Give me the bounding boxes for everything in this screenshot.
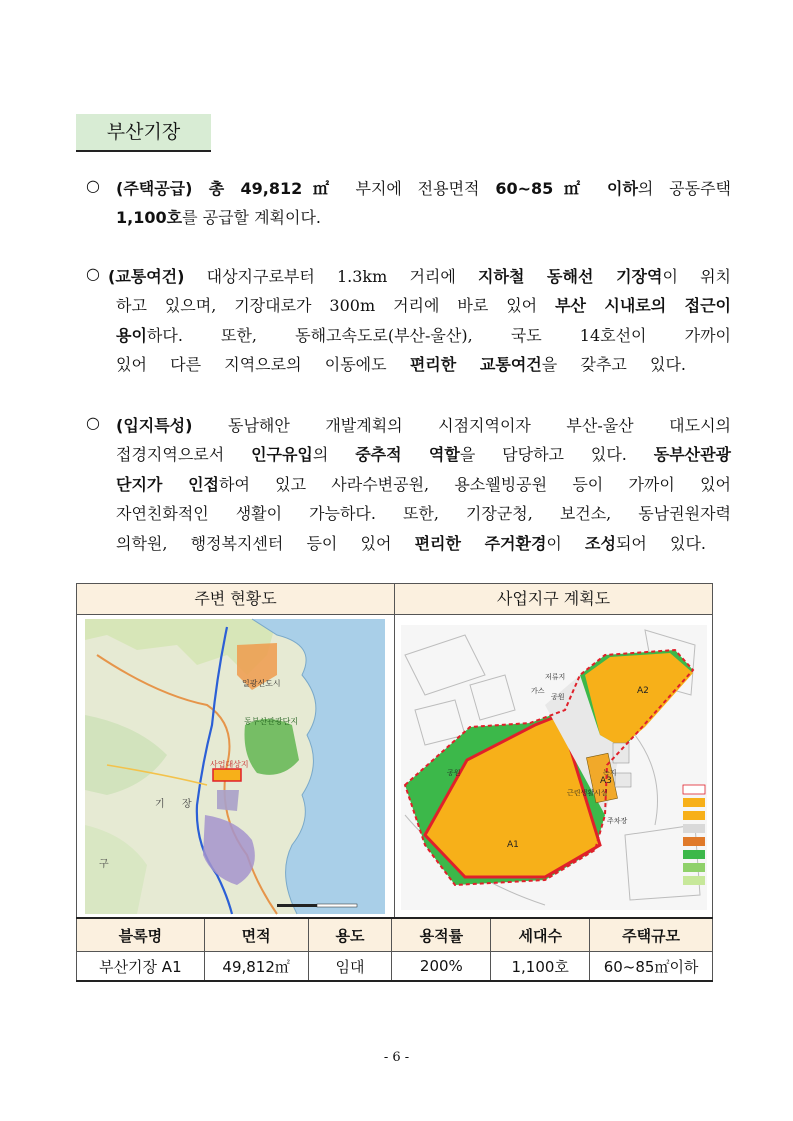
paragraph-line: 있어 다른 지역으로의 이동에도 편리한 교통여건을 갖추고 있다. <box>116 355 687 374</box>
map-place-label: 장 <box>182 799 192 810</box>
table-header: 블록명 <box>77 918 205 952</box>
paragraph-line: (교통여건) 대상지구로부터 1.3km 거리에 지하철 동해선 기장역이 위치 <box>108 267 731 286</box>
surrounding-map-image <box>77 615 394 917</box>
bullet-icon: ○ <box>86 176 100 195</box>
map-place-label: 구 <box>99 859 109 870</box>
page-number: - 6 - <box>383 1050 410 1065</box>
paragraph-line: 1,100호를 공급할 계획이다. <box>116 208 321 227</box>
plan-label: 가스 <box>531 687 545 695</box>
table-header: 주택규모 <box>590 918 713 952</box>
block-label-a2: A2 <box>637 686 649 696</box>
right-figure-title: 사업지구 계획도 <box>394 583 713 615</box>
paragraph-line: 용이하다. 또한, 동해고속도로(부산-울산), 국도 14호선이 가까이 <box>116 326 731 345</box>
table-cell: 임대 <box>308 952 392 982</box>
paragraph-supply <box>86 176 731 236</box>
table-cell: 1,100호 <box>491 952 590 982</box>
paragraph-line: (입지특성) 동남해안 개발계획의 시점지역이자 부산-울산 대도시의 <box>116 416 731 435</box>
block-info-table <box>76 917 713 982</box>
table-cell: 49,812㎡ <box>204 952 308 982</box>
table-header: 면적 <box>204 918 308 952</box>
plan-label: 녹지 <box>603 769 617 777</box>
table-header: 용적률 <box>392 918 491 952</box>
paragraph-transport <box>86 264 731 384</box>
table-cell: 부산기장 A1 <box>77 952 205 982</box>
left-figure-title: 주변 현황도 <box>76 583 395 615</box>
section-label: 부산기장 <box>76 114 211 152</box>
map-place-label: 동부산관광단지 <box>244 717 299 726</box>
site-plan-map <box>394 615 713 917</box>
table-header: 용도 <box>308 918 392 952</box>
bullet-icon: ○ <box>86 413 100 432</box>
plan-label: 공원 <box>447 769 461 777</box>
paragraph-line: 의학원, 행정복지센터 등이 있어 편리한 주거환경이 조성되어 있다. <box>116 534 707 553</box>
paragraph-line: 접경지역으로서 인구유입의 중추적 역할을 담당하고 있다. 동부산관광 <box>116 445 732 464</box>
block-label-a3: A3 <box>600 776 612 786</box>
figure-panel <box>76 583 713 976</box>
table-row <box>77 952 713 982</box>
paragraph-line: 하고 있으며, 기장대로가 300m 거리에 바로 있어 부산 시내로의 접근이 <box>116 296 731 315</box>
surrounding-map <box>76 615 395 917</box>
plan-label: 주차장 <box>607 817 628 825</box>
plan-label: 근린생활시설 <box>567 789 608 797</box>
block-label-a1: A1 <box>507 840 519 850</box>
bullet-icon: ○ <box>86 264 100 283</box>
table-header-row <box>77 918 713 952</box>
plan-label: 공원 <box>551 693 565 701</box>
site-marker-label: 사업대상지 <box>210 760 249 769</box>
paragraph-location <box>86 413 731 563</box>
site-plan-image <box>395 615 712 917</box>
paragraph-line: (주택공급) 총 49,812㎡ 부지에 전용면적 60~85㎡ 이하의 공동주택 <box>116 179 731 198</box>
plan-label: 저류지 <box>545 673 566 681</box>
map-place-label: 일광신도시 <box>242 679 281 688</box>
table-cell: 200% <box>392 952 491 982</box>
paragraph-line: 자연친화적인 생활이 가능하다. 또한, 기장군청, 보건소, 동남권원자력 <box>116 504 731 523</box>
map-place-label: 기 <box>155 799 165 810</box>
paragraph-line: 단지가 인접하여 있고 사라수변공원, 용소웰빙공원 등이 가까이 있어 <box>116 475 731 494</box>
table-cell: 60~85㎡이하 <box>590 952 713 982</box>
table-header: 세대수 <box>491 918 590 952</box>
